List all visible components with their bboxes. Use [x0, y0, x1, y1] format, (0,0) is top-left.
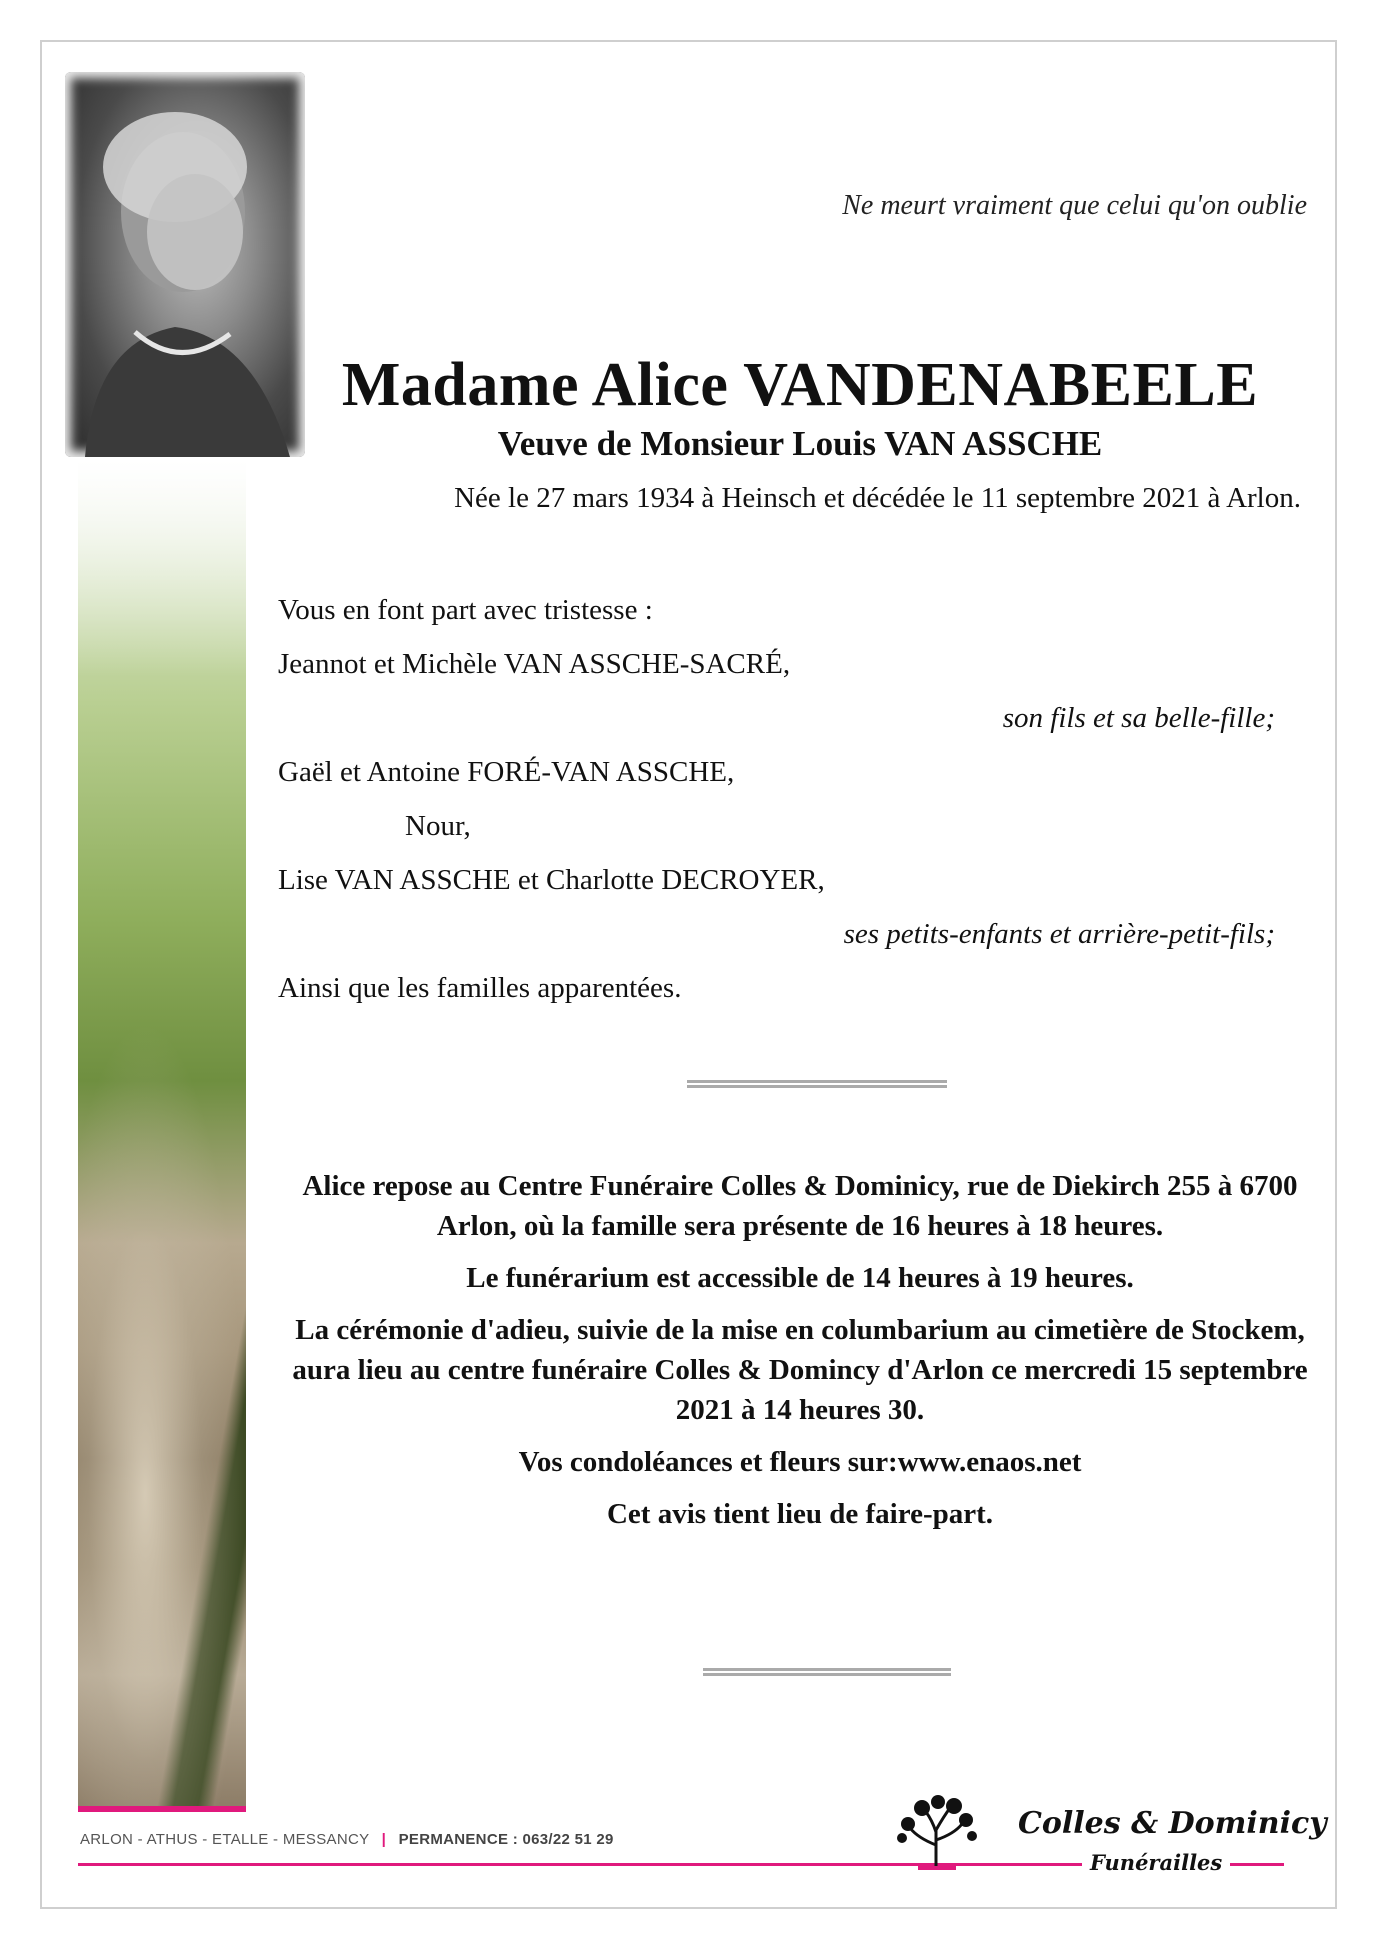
- logo-subtitle: Funérailles: [1082, 1850, 1230, 1875]
- family-relation: son fils et sa belle-fille;: [1002, 702, 1275, 734]
- notice-text: Cet avis tient lieu de faire-part.: [606, 1498, 994, 1530]
- divider: [703, 1668, 951, 1676]
- family-intro: Vous en font part avec tristesse :: [278, 594, 653, 626]
- spouse-line: Veuve de Monsieur Louis VAN ASSCHE: [497, 424, 1103, 463]
- condolences-text: Vos condoléances et fleurs sur:www.enaos.net: [518, 1446, 1082, 1478]
- birth-death-dates: Née le 27 mars 1934 à Heinsch et décédée le 11 septembre 2021 à Arlon.: [454, 482, 1301, 514]
- portrait-silhouette: [65, 72, 305, 457]
- footer-separator: |: [381, 1831, 387, 1848]
- footer-contact: [80, 1831, 614, 1848]
- divider: [687, 1080, 947, 1088]
- family-line: Lise VAN ASSCHE et Charlotte DECROYER,: [278, 864, 825, 896]
- path-highlight: [78, 1020, 246, 1810]
- ceremony-text: La cérémonie d'adieu, suivie de la mise en columbarium au cimetière de Stockem, aura lieu au centre funéraire Colles & Domincy d'Arlon ce mercredi 15 septembre 2021 à 14 heures 30.: [292, 1314, 1308, 1426]
- family-closing: Ainsi que les familles apparentées.: [278, 972, 682, 1004]
- access-text: Le funérarium est accessible de 14 heures à 19 heures.: [466, 1262, 1134, 1294]
- repose-text: Alice repose au Centre Funéraire Colles & Dominicy, rue de Diekirch 255 à 6700 Arlon, où la famille sera présente de 16 heures à 18 heures.: [302, 1170, 1298, 1242]
- tree-icon: [888, 1790, 988, 1875]
- footer-locations: ARLON - ATHUS - ETALLE - MESSANCY: [80, 1831, 370, 1848]
- family-announcement: [278, 583, 1278, 1015]
- family-relation: ses petits-enfants et arrière-petit-fils;: [843, 918, 1275, 950]
- portrait-photo: [65, 72, 305, 457]
- pink-accent-bar: [78, 1806, 246, 1812]
- deceased-name: Madame Alice VANDENABEELE: [341, 351, 1259, 419]
- family-line: Nour,: [405, 810, 471, 842]
- family-line: Gaël et Antoine FORÉ-VAN ASSCHE,: [278, 756, 735, 788]
- family-line: Jeannot et Michèle VAN ASSCHE-SACRÉ,: [278, 648, 791, 680]
- footer-permanence: PERMANENCE : 063/22 51 29: [398, 1831, 614, 1848]
- epitaph-quote: Ne meurt vraiment que celui qu'on oublie: [842, 190, 1307, 221]
- funeral-info: [280, 1166, 1320, 1546]
- logo-company-name: Colles & Dominicy: [1018, 1806, 1327, 1841]
